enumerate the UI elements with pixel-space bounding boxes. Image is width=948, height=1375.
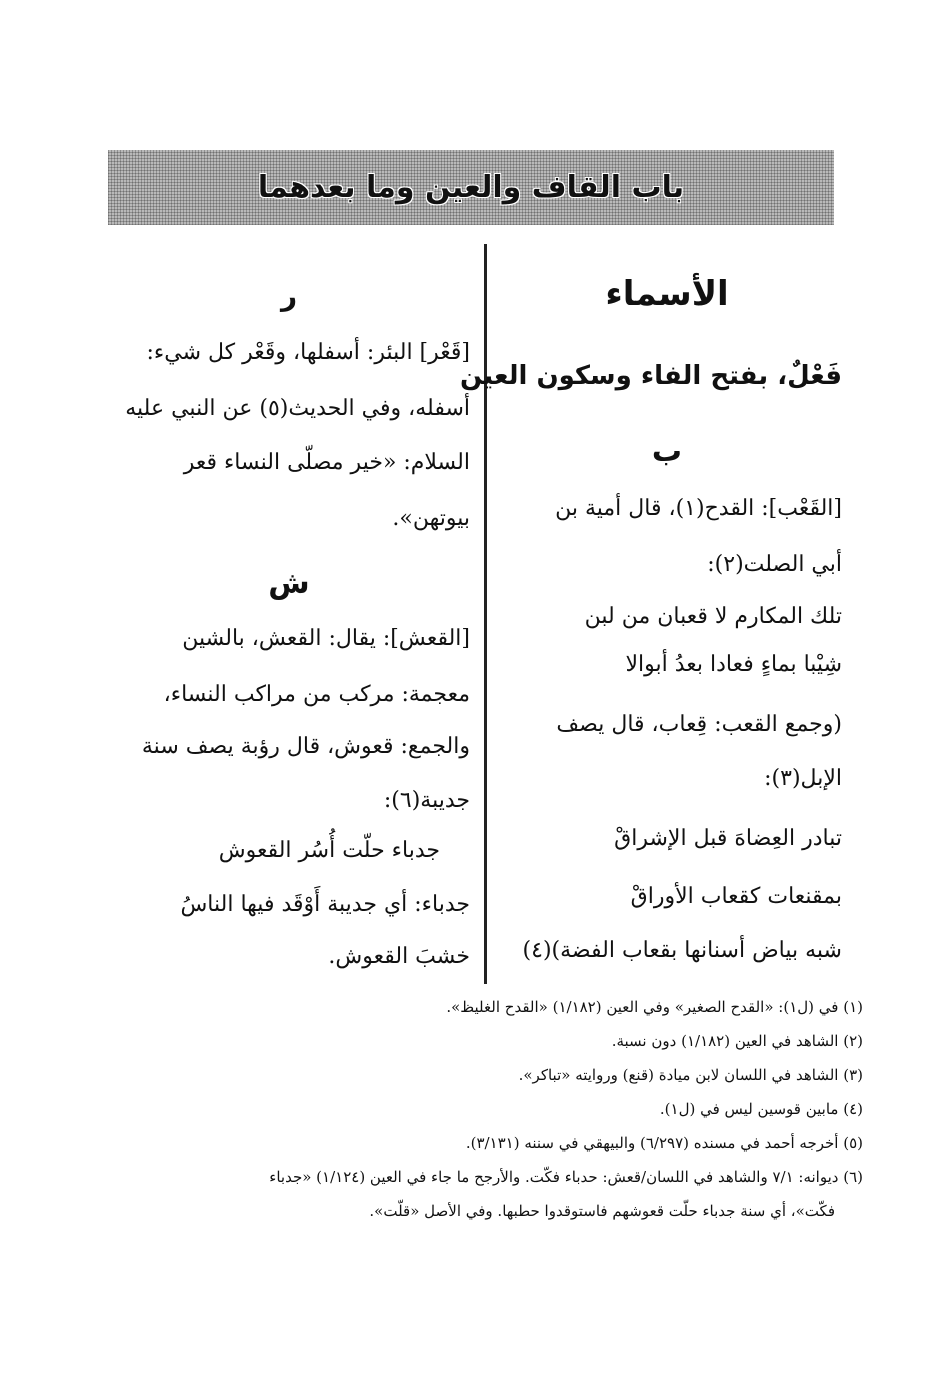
text-line: أسفله، وفي الحديث(٥) عن النبي عليه bbox=[125, 396, 470, 421]
text-line: (وجمع القعب: قِعاب، قال يصف bbox=[556, 712, 842, 737]
section-title: الأسماء bbox=[605, 274, 729, 314]
verse-line: تلك المكارم لا قعبان من لبن bbox=[584, 604, 842, 629]
text-line: والجمع: قعوش، قال رؤبة يصف سنة bbox=[141, 734, 470, 759]
footnote: (٥) أخرجه أحمد في مسنده (٦/٢٩٧) والبيهقي في سننه (٣/١٣١). bbox=[465, 1134, 863, 1152]
verse-line: بمقنعات كقعاب الأوراقْ bbox=[630, 884, 842, 909]
text-line: [القعش]: يقال: القعش، بالشين bbox=[182, 626, 470, 651]
footnote-continuation: فكّت»، أي سنة جدباء حلّت قعوشهم فاستوقدوا حطبها. وفي الأصل «قلّت». bbox=[369, 1202, 835, 1220]
letter-heading-b: ب bbox=[651, 434, 683, 469]
text-line: جدباء: أي جديبة أَوْقَد فيها الناسُ bbox=[180, 892, 470, 917]
pattern-heading: فَعْلٌ، بفتح الفاء وسكون العين bbox=[460, 361, 842, 391]
text-line: أبي الصلت(٢): bbox=[707, 552, 842, 577]
text-line: جديبة(٦): bbox=[383, 788, 470, 813]
footnote: (٦) ديوانه: ٧/١ والشاهد في اللسان/قعش: حدباء فكّت. والأرجح ما جاء في العين (١/١٢٤) «جدباء bbox=[269, 1168, 863, 1186]
text-line: السلام: «خير مصلّى النساء قعر bbox=[183, 450, 470, 475]
verse-line: شِيْبا بماءٍ فعادا بعدُ أبوالا bbox=[625, 652, 842, 677]
chapter-banner bbox=[108, 150, 834, 225]
verse-line: جدباء حلّت أُسُر القعوش bbox=[218, 838, 440, 863]
footnote: (١) في (ل١): «القدح الصغير» وفي العين (١/١٨٢) «القدح الغليظ». bbox=[446, 998, 863, 1016]
text-line: شبه بياض أسنانها بقعاب الفضة)(٤) bbox=[522, 938, 842, 963]
verse-line: تبادر العِضاهَ قبل الإشراقْ bbox=[614, 826, 842, 851]
text-line: خشبَ القعوش. bbox=[328, 944, 470, 969]
letter-heading-sh: ش bbox=[268, 566, 310, 601]
letter-heading-r: ر bbox=[280, 279, 298, 312]
footnote: (٢) الشاهد في العين (١/١٨٢) دون نسبة. bbox=[611, 1032, 863, 1050]
column-divider bbox=[484, 244, 487, 984]
text-line: معجمة: مركب من مراكب النساء، bbox=[163, 682, 470, 707]
chapter-title: باب القاف والعين وما بعدهما bbox=[257, 170, 685, 205]
text-line: [القَعْب]: القدح(١)، قال أمية بن bbox=[555, 496, 842, 521]
text-line: الإبل(٣): bbox=[764, 766, 842, 791]
footnote: (٣) الشاهد في اللسان لابن ميادة (قنع) وروايته «تباكر». bbox=[518, 1066, 863, 1084]
text-line: بيوتهن». bbox=[392, 506, 470, 531]
footnote: (٤) مابين قوسين ليس في (ل١). bbox=[659, 1100, 863, 1118]
text-line: [قَعْر] البئر: أسفلها، وقَعْر كل شيء: bbox=[146, 340, 470, 365]
